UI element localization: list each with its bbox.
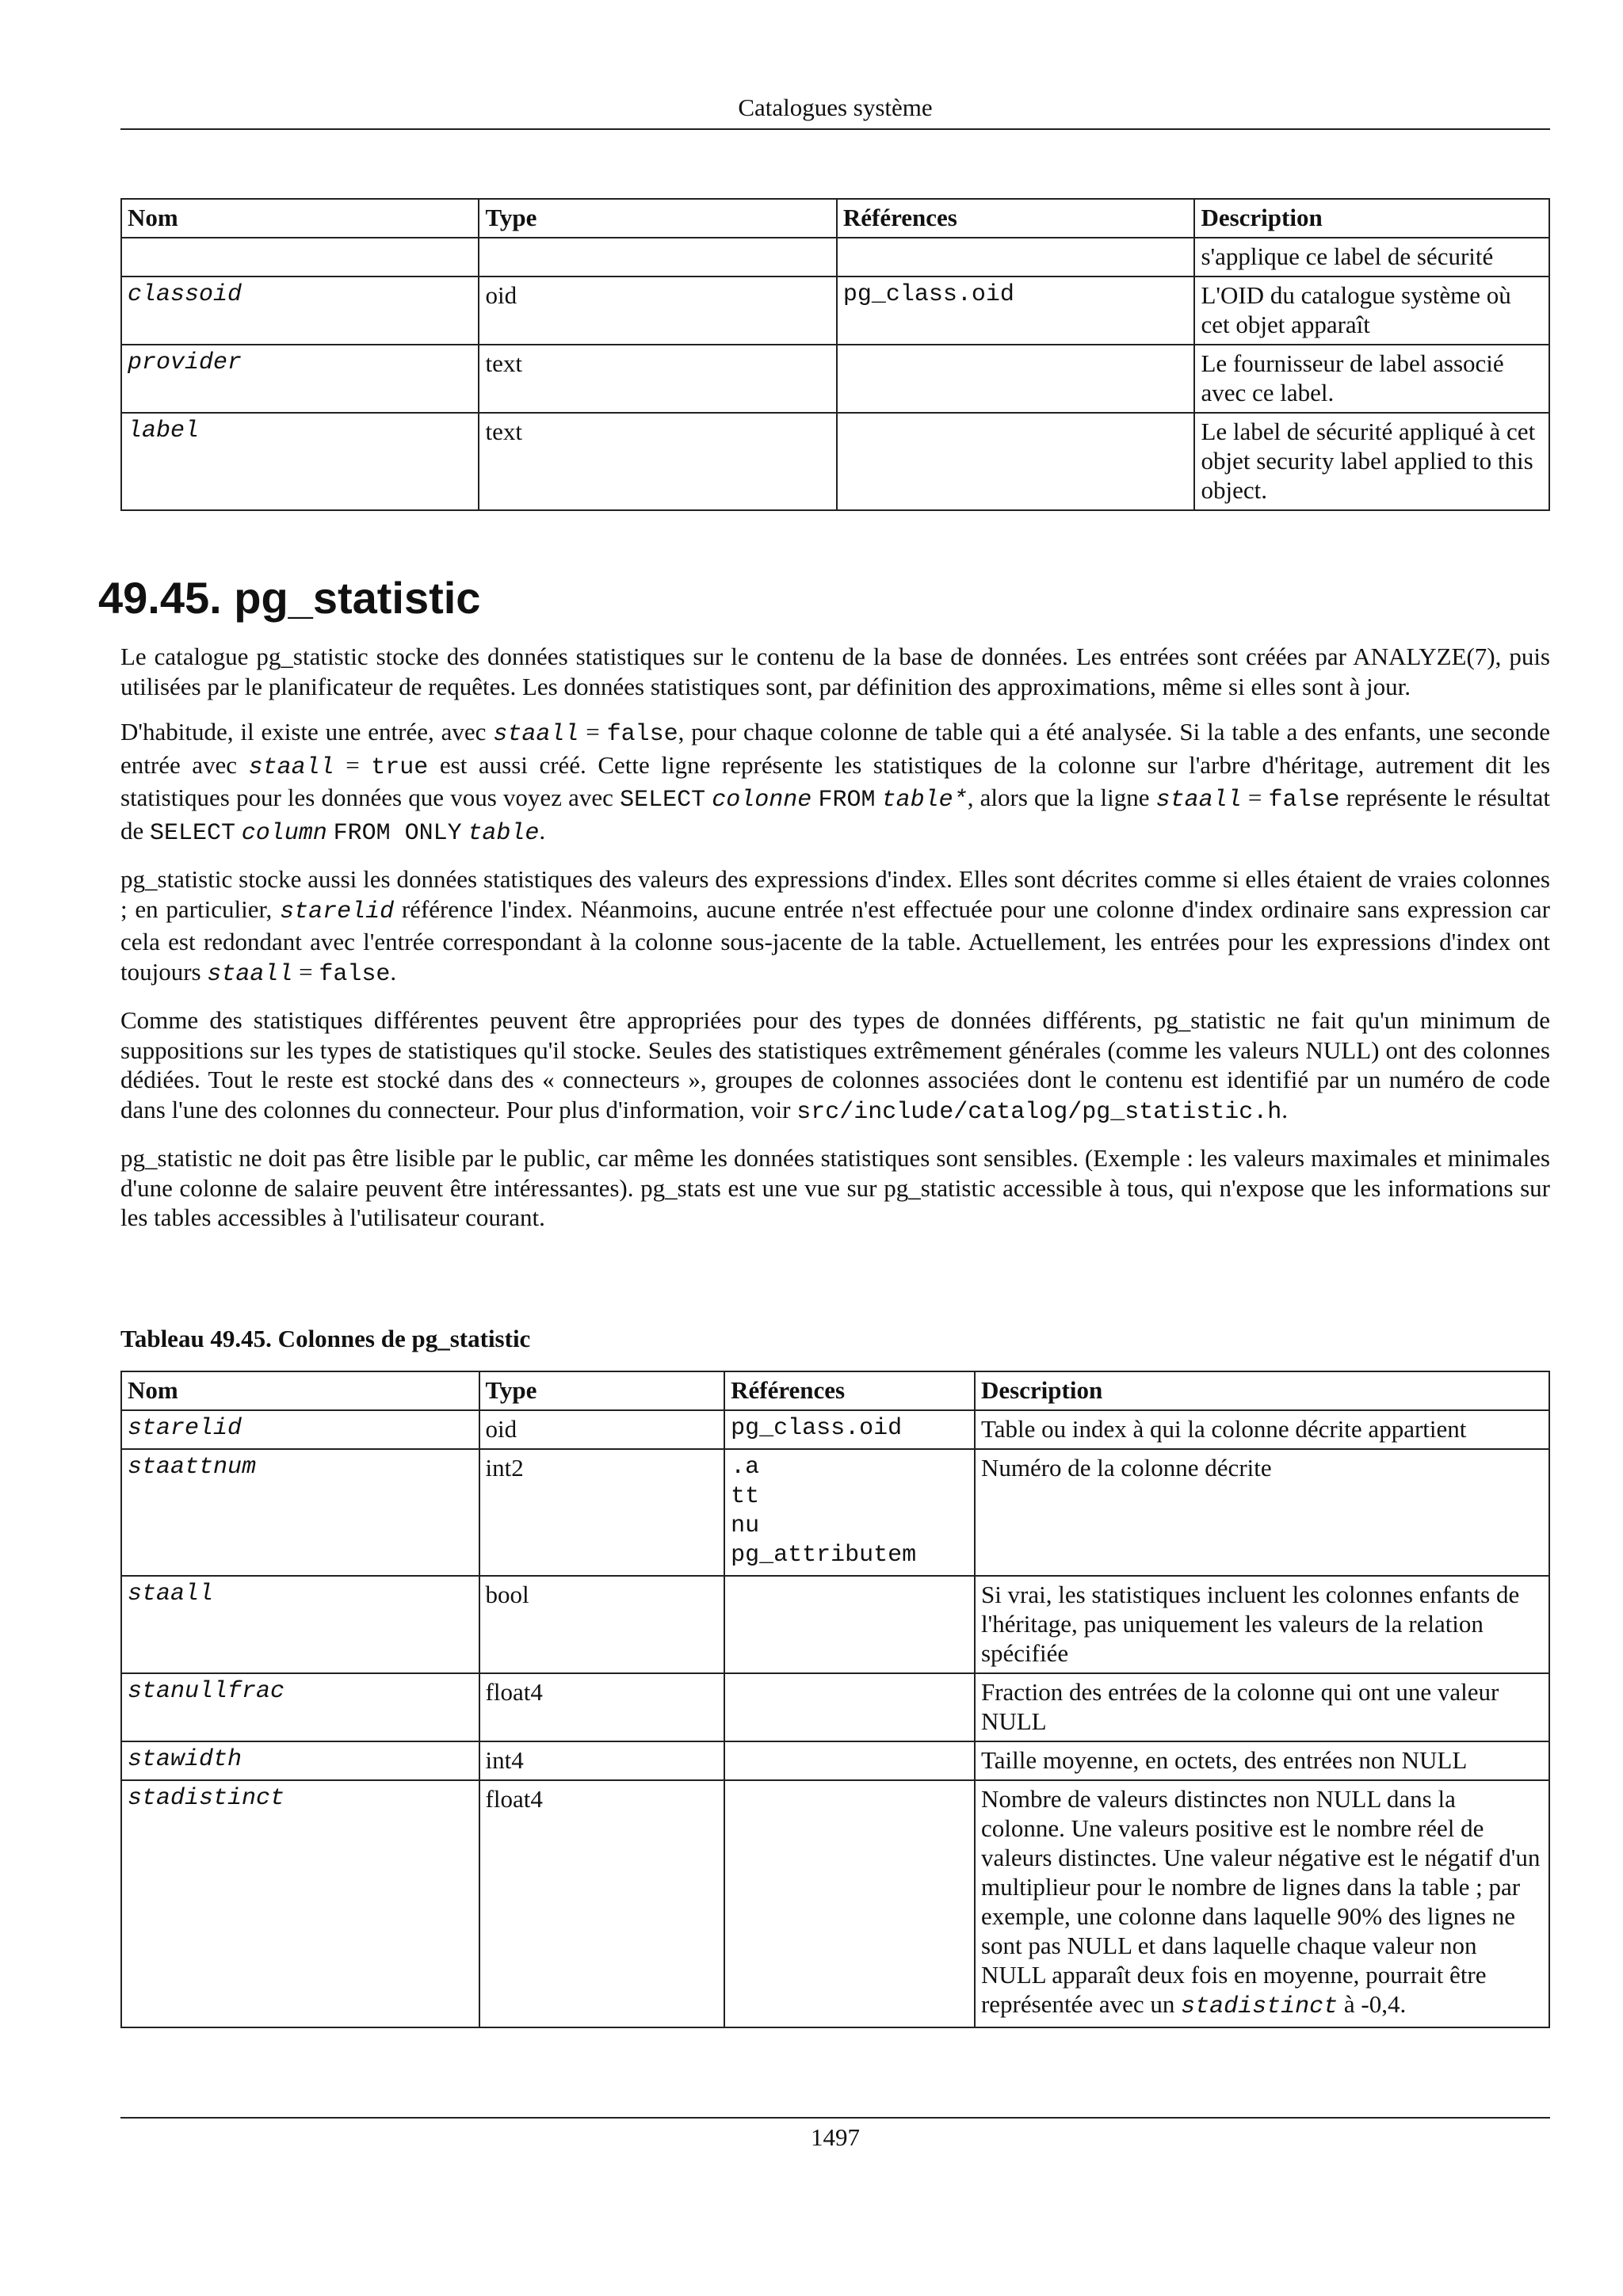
column-header-nom: Nom bbox=[121, 199, 479, 238]
cell-type: text bbox=[479, 345, 836, 413]
table-row bbox=[121, 277, 1549, 345]
cell-type: float4 bbox=[479, 1673, 725, 1741]
paragraph-index-expressions: pg_statistic stocke aussi les données statistiques des valeurs des expressions d'index. Elles sont décrites comme si elles étaient de vraies colonnes ; en particulier, starelid référence l'index. Néanmoins, aucune entrée n'est effectuée pour une colonne d'index ordinaire sans expression car cela est redondant avec l'entrée correspondant à la colonne sous-jacente de la table. Actuellement, les entrées pour les expressions d'index ont toujours staall = false. bbox=[120, 865, 1550, 988]
table-row bbox=[121, 1449, 1549, 1576]
cell-name: classoid bbox=[121, 277, 479, 345]
cell-name: starelid bbox=[121, 1410, 479, 1449]
table-row bbox=[121, 345, 1549, 413]
column-header-description: Description bbox=[975, 1371, 1549, 1410]
cell-type: int2 bbox=[479, 1449, 725, 1576]
cell-ref bbox=[724, 1673, 975, 1741]
page-number: 1497 bbox=[811, 2123, 860, 2151]
cell-desc: Le label de sécurité appliqué à cet objet security label applied to this object. bbox=[1194, 413, 1549, 510]
column-header-references: Références bbox=[724, 1371, 975, 1410]
cell-desc: L'OID du catalogue système où cet objet apparaît bbox=[1194, 277, 1549, 345]
table-header-row bbox=[121, 1371, 1549, 1410]
cell-name: staall bbox=[121, 1576, 479, 1673]
table-row bbox=[121, 1741, 1549, 1780]
cell-desc: Fraction des entrées de la colonne qui ont une valeur NULL bbox=[975, 1673, 1549, 1741]
cell-desc: Taille moyenne, en octets, des entrées non NULL bbox=[975, 1741, 1549, 1780]
cell-ref: pg_class.oid bbox=[724, 1410, 975, 1449]
cell-desc: s'applique ce label de sécurité bbox=[1194, 238, 1549, 277]
cell-desc: Si vrai, les statistiques incluent les colonnes enfants de l'héritage, pas uniquement les valeurs de la relation spécifiée bbox=[975, 1576, 1549, 1673]
cell-ref bbox=[837, 345, 1195, 413]
cell-name: stawidth bbox=[121, 1741, 479, 1780]
table-row bbox=[121, 1410, 1549, 1449]
pg-statistic-columns-table bbox=[120, 1371, 1550, 2028]
cell-name: stanullfrac bbox=[121, 1673, 479, 1741]
table-caption: Tableau 49.45. Colonnes de pg_statistic bbox=[120, 1325, 531, 1352]
ref-line: nu bbox=[731, 1512, 760, 1539]
paragraph-staall: D'habitude, il existe une entrée, avec staall = false, pour chaque colonne de table qui a été analysée. Si la table a des enfants, une seconde entrée avec staall = true est aussi créé. Cette ligne représente les statistiques de la colonne sur l'arbre d'héritage, autrement dit les statistiques pour les données que vous voyez avec SELECT colonne FROM table*, alors que la ligne staall = false représente le résultat de SELECT column FROM ONLY table. bbox=[120, 718, 1551, 847]
cell-type: float4 bbox=[479, 1780, 725, 2027]
table-row bbox=[121, 1780, 1549, 2027]
table-header-row bbox=[121, 199, 1549, 238]
column-header-type: Type bbox=[479, 1371, 725, 1410]
section-body bbox=[120, 642, 1550, 1249]
cell-ref bbox=[724, 1449, 975, 1576]
cell-ref bbox=[837, 238, 1195, 277]
footer-rule bbox=[120, 2117, 1550, 2119]
ref-line: tt bbox=[731, 1483, 760, 1510]
table-row bbox=[121, 238, 1549, 277]
paragraph-privacy: pg_statistic ne doit pas être lisible par le public, car même les données statistiques sont sensibles. (Exemple : les valeurs maximales et minimales d'une colonne de salaire peuvent être intéressantes). pg_stats est une vue sur pg_statistic accessible à tous, qui n'expose que les informations sur les tables accessibles à l'utilisateur courant. bbox=[120, 1144, 1550, 1231]
cell-type: bool bbox=[479, 1576, 725, 1673]
cell-name: staattnum bbox=[121, 1449, 479, 1576]
table-row bbox=[121, 1673, 1549, 1741]
cell-type: text bbox=[479, 413, 836, 510]
cell-name: label bbox=[121, 413, 479, 510]
section-title: 49.45. pg_statistic bbox=[98, 573, 481, 623]
cell-name bbox=[121, 238, 479, 277]
cell-desc: Le fournisseur de label associé avec ce label. bbox=[1194, 345, 1549, 413]
column-header-description: Description bbox=[1194, 199, 1549, 238]
cell-name: stadistinct bbox=[121, 1780, 479, 2027]
table-row bbox=[121, 1576, 1549, 1673]
cell-ref bbox=[837, 413, 1195, 510]
cell-type: oid bbox=[479, 277, 836, 345]
ref-line: .a bbox=[731, 1454, 760, 1481]
running-header: Catalogues système bbox=[738, 93, 933, 121]
cell-desc: Nombre de valeurs distinctes non NULL dans la colonne. Une valeurs positive est le nombre réel de valeurs distinctes. Une valeur négative est le négatif d'un multiplieur pour le nombre de lignes dans la table ; par exemple, une colonne dans laquelle 90% des lignes ne sont pas NULL et dans laquelle chaque valeur non NULL apparaît deux fois en moyenne, pourrait être représentée avec un stadistinct à -0,4. bbox=[975, 1780, 1549, 2027]
cell-ref: pg_class.oid bbox=[837, 277, 1195, 345]
cell-ref bbox=[724, 1741, 975, 1780]
column-header-type: Type bbox=[479, 199, 836, 238]
cell-desc: Numéro de la colonne décrite bbox=[975, 1449, 1549, 1576]
security-label-table bbox=[120, 198, 1550, 511]
cell-desc: Table ou index à qui la colonne décrite appartient bbox=[975, 1410, 1549, 1449]
table-row bbox=[121, 413, 1549, 510]
ref-line: pg_attributem bbox=[731, 1542, 917, 1569]
column-header-nom: Nom bbox=[121, 1371, 479, 1410]
paragraph-intro: Le catalogue pg_statistic stocke des données statistiques sur le contenu de la base de données. Les entrées sont créées par ANALYZE(7), puis utilisées par le planificateur de requêtes. Les données statistiques sont, par définition des approximations, même si elles sont à jour. bbox=[120, 643, 1550, 700]
cell-name: provider bbox=[121, 345, 479, 413]
cell-type: int4 bbox=[479, 1741, 725, 1780]
header-rule bbox=[120, 128, 1550, 130]
column-header-references: Références bbox=[837, 199, 1195, 238]
paragraph-slots: Comme des statistiques différentes peuvent être appropriées pour des types de données différents, pg_statistic ne fait qu'un minimum de suppositions sur les types de statistiques qu'il stocke. Seules des statistiques extrêmement générales (comme les valeurs NULL) ont des colonnes dédiées. Tout le reste est stocké dans des « connecteurs », groupes de colonnes associées dont le contenu est identifié par un numéro de code dans l'une des colonnes du connecteur. Pour plus d'information, voir src/include/catalog/pg_statistic.h. bbox=[120, 1006, 1550, 1126]
cell-ref bbox=[724, 1576, 975, 1673]
cell-ref bbox=[724, 1780, 975, 2027]
cell-type bbox=[479, 238, 836, 277]
cell-type: oid bbox=[479, 1410, 725, 1449]
